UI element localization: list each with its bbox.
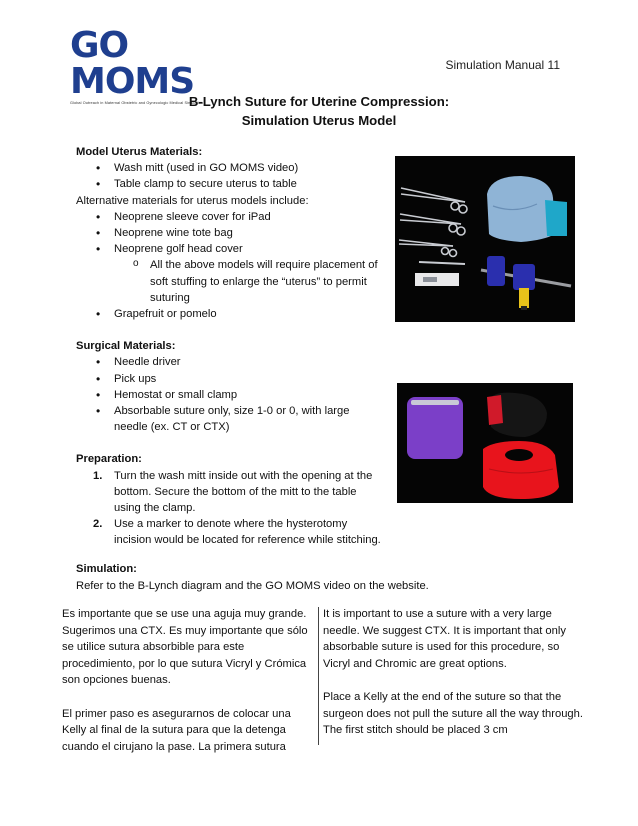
step-number: 1. [93, 469, 103, 482]
logo-subtitle: Global Outreach in Maternal Obstetric and Gynecologic Medical Simulation [70, 101, 204, 105]
list-item: • Neoprene sleeve cover for iPad [76, 209, 386, 225]
alternative-materials-intro: Alternative materials for uterus models include: [76, 194, 309, 207]
step-text: Turn the wash mitt inside out with the opening at the bottom. Secure the bottom of the mitt to the table using the clamp. [114, 469, 373, 515]
simulation-heading: Simulation: [76, 563, 137, 575]
materials-photo-illustration [395, 156, 575, 322]
step-text: Use a marker to denote where the hysterotomy incision would be located for reference while stitching. [114, 518, 381, 547]
list-item: • Table clamp to secure uterus to table [76, 176, 386, 192]
spanish-column [62, 606, 314, 755]
ipad-sleeve-icon [407, 397, 463, 459]
english-column [323, 606, 583, 739]
list-item: • Needle driver [76, 354, 386, 370]
page-title [0, 92, 638, 130]
main-content [76, 144, 386, 549]
list-item: • Grapefruit or pomelo [76, 306, 386, 322]
alternative-materials-photo [397, 383, 573, 503]
step-number: 2. [93, 518, 103, 531]
go-moms-logo [70, 25, 240, 105]
preparation-steps [76, 468, 386, 549]
list-item: • Absorbable suture only, size 1-0 or 0, with large needle (ex. CT or CTX) [76, 403, 386, 435]
alternative-materials-list [76, 209, 386, 258]
alternative-materials-list-continued [76, 306, 386, 322]
simulation-section [76, 561, 429, 594]
surgical-materials-list [76, 354, 386, 435]
surgical-materials-heading: Surgical Materials: [76, 340, 176, 353]
model-materials-heading: Model Uterus Materials: [76, 146, 203, 158]
sub-list-item: o All the above models will require placement of soft stuffing to enlarge the “uterus” to permit suturing [76, 257, 386, 306]
preparation-step [76, 468, 386, 517]
page-label: Simulation Manual 11 [445, 58, 560, 72]
title-line-2: Simulation Uterus Model [241, 113, 397, 128]
spanish-paragraph-2: El primer paso es asegurarnos de colocar una Kelly al final de la sutura para que la detenga cuando el cirujano la pase. La primera sutura [62, 707, 291, 753]
list-item: • Hemostat or small clamp [76, 387, 386, 403]
preparation-step [76, 516, 386, 548]
list-item: • Neoprene wine tote bag [76, 225, 386, 241]
list-item: • Pick ups [76, 371, 386, 387]
list-item: • Wash mitt (used in GO MOMS video) [76, 160, 386, 176]
column-divider [318, 607, 319, 745]
preparation-heading: Preparation: [76, 453, 142, 466]
logo-text: GO MOMS [70, 25, 195, 102]
materials-photo [395, 156, 575, 322]
simulation-text: Refer to the B-Lynch diagram and the GO MOMS video on the website. [76, 579, 429, 592]
spanish-paragraph-1: Es importante que se use una aguja muy grande. Sugerimos una CTX. Es muy importante que sólo se utilice sutura absorbible para este procedimiento, por lo que sutura Vicryl y Crómica son opciones buenas. [62, 608, 308, 687]
list-item: • Neoprene golf head cover [76, 241, 386, 257]
alternative-materials-photo-illustration [397, 383, 573, 503]
english-paragraph-1: It is important to use a suture with a very large needle. We suggest CTX. It is important that only absorbable suture is used for this procedure, so Vicryl and Chromic are great options. [323, 608, 566, 670]
english-paragraph-2: Place a Kelly at the end of the suture so that the surgeon does not pull the suture all the way through. The first stitch should be placed 3 cm [323, 690, 583, 737]
model-materials-list [76, 160, 386, 192]
alternative-materials-note [76, 257, 386, 306]
title-line-1: B-Lynch Suture for Uterine Compression: [188, 94, 450, 109]
